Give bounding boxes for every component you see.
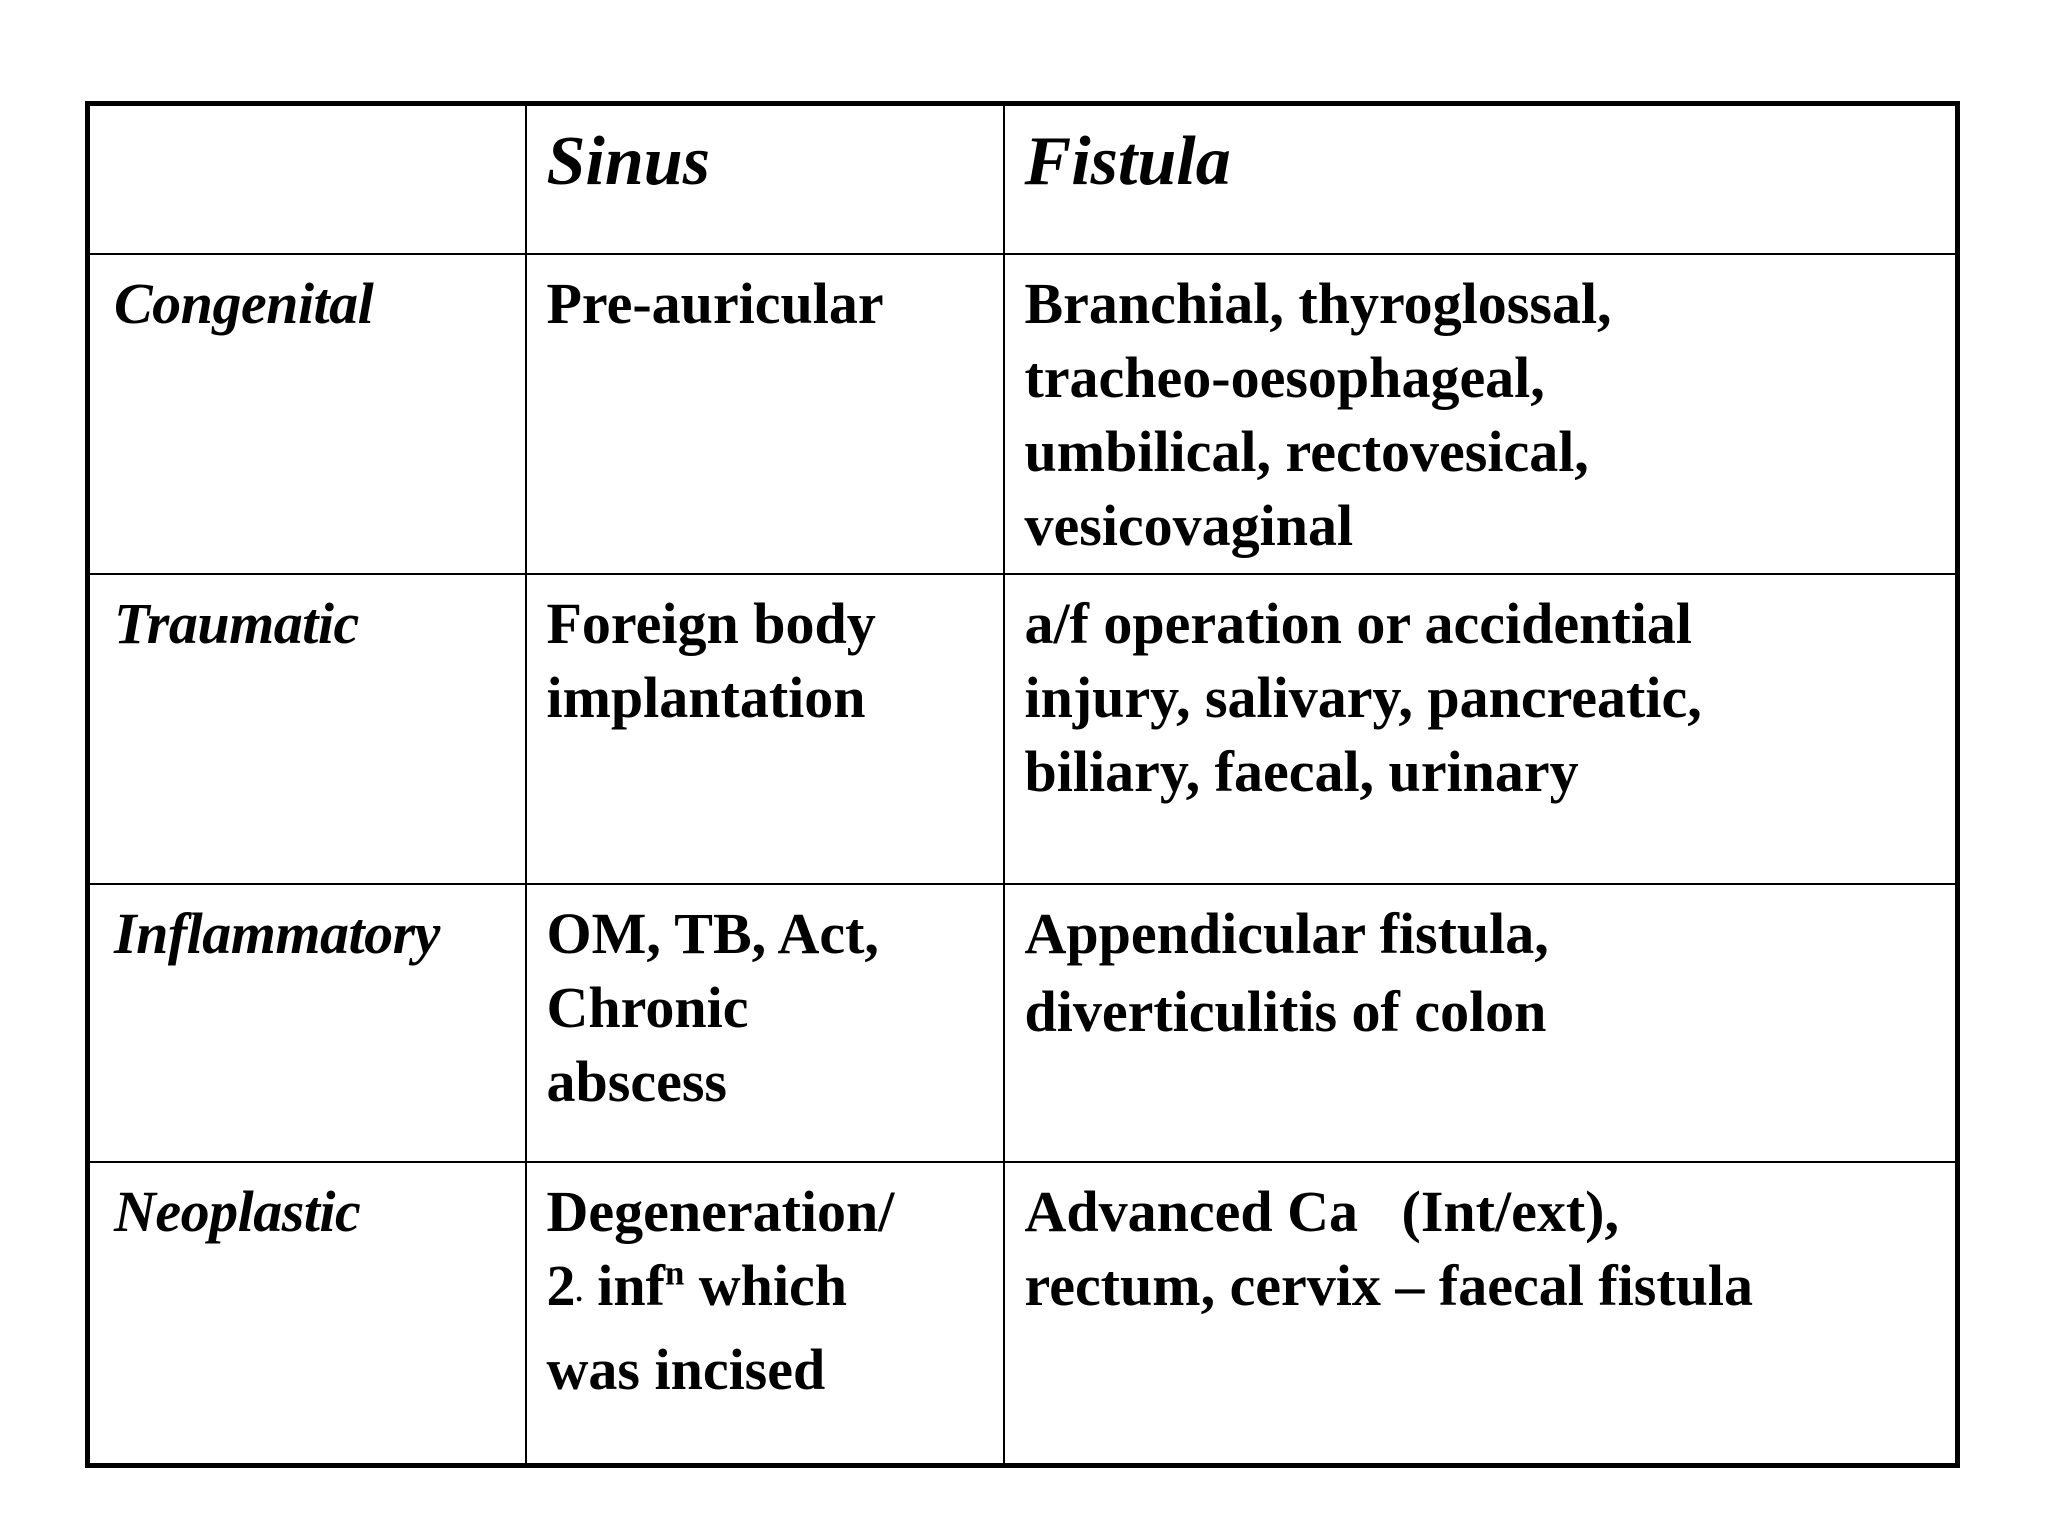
cell-line: diverticulitis of colon [1024, 978, 1547, 1044]
table-row [88, 574, 1958, 884]
cell-line: OM, TB, Act, [546, 900, 879, 966]
cell-neoplastic-fistula [1004, 1162, 1958, 1466]
cell-text: which [684, 1252, 848, 1318]
cell-text: 2 [546, 1252, 576, 1318]
cell-inflammatory-fistula [1004, 884, 1958, 1162]
cell-congenital-sinus [526, 254, 1004, 574]
row-label-neoplastic: Neoplastic [88, 1162, 526, 1466]
row-label-traumatic: Traumatic [88, 574, 526, 884]
cell-line [547, 1249, 983, 1333]
cell-text: inf [582, 1252, 665, 1318]
table-row [88, 884, 1958, 1162]
header-row [88, 104, 1958, 254]
cell-congenital-fistula [1004, 254, 1958, 574]
cell-line: vesicovaginal [1024, 492, 1354, 558]
cell-traumatic-sinus [526, 574, 1004, 884]
cell-line: rectum, cervix – faecal fistula [1024, 1252, 1754, 1318]
table-row [88, 1162, 1958, 1466]
cell-text: . [575, 1275, 583, 1308]
cell-line: Degeneration/ [546, 1178, 895, 1244]
cell-neoplastic-sinus [526, 1162, 1004, 1466]
cell-line: implantation [546, 664, 866, 730]
cell-line: Branchial, thyroglossal, [1024, 270, 1612, 336]
row-label-inflammatory: Inflammatory [88, 884, 526, 1162]
cell-line: Advanced Ca (Int/ext), [1024, 1178, 1619, 1244]
cell-line: Pre-auricular [546, 270, 884, 336]
cell-line: Chronic [546, 974, 749, 1040]
comparison-table [85, 101, 1960, 1468]
cell-line: umbilical, rectovesical, [1024, 418, 1589, 484]
table-row [88, 254, 1958, 574]
row-label-congenital: Congenital [88, 254, 526, 574]
cell-line: abscess [546, 1048, 727, 1114]
cell-traumatic-fistula [1004, 574, 1958, 884]
cell-line: Appendicular fistula, [1024, 900, 1549, 966]
cell-line: Foreign body [546, 590, 876, 656]
cell-line: a/f operation or accidential [1024, 590, 1692, 656]
cell-line: biliary, faecal, urinary [1024, 738, 1579, 804]
cell-line: injury, salivary, pancreatic, [1024, 664, 1702, 730]
cell-line: was incised [546, 1336, 826, 1402]
cell-inflammatory-sinus [526, 884, 1004, 1162]
header-sinus: Sinus [526, 104, 1004, 254]
superscript-text: n [664, 1253, 685, 1293]
header-empty-cell [88, 104, 526, 254]
cell-line: tracheo-oesophageal, [1024, 344, 1545, 410]
header-fistula: Fistula [1004, 104, 1958, 254]
